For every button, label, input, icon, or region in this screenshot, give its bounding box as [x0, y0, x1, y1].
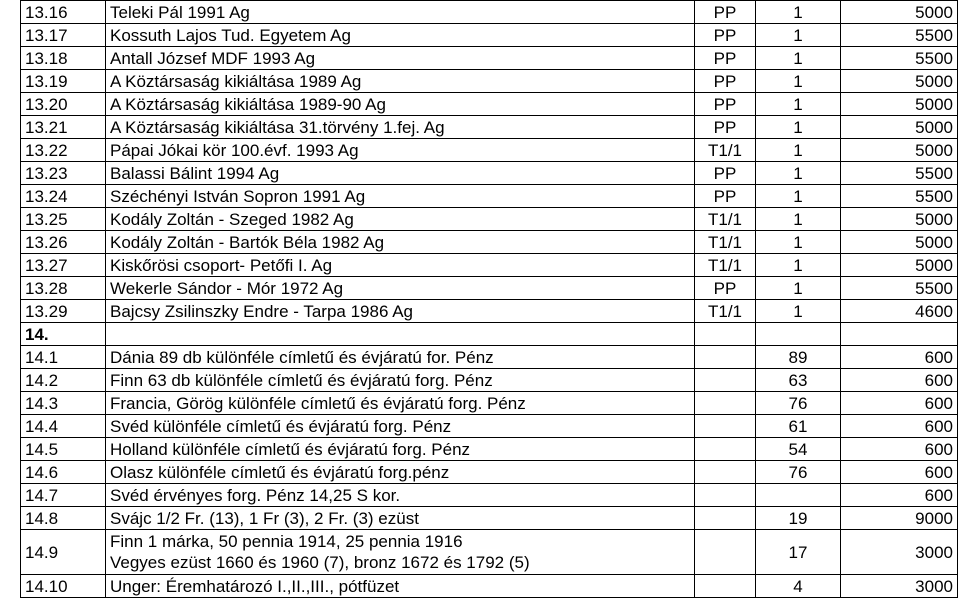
price-cell: 600 [841, 369, 958, 392]
description-cell: Dánia 89 db különféle címletű és évjáratú for. Pénz [106, 346, 695, 369]
grade-cell [695, 369, 756, 392]
quantity-cell: 76 [756, 461, 841, 484]
lot-number-cell: 13.18 [21, 47, 106, 70]
grade-cell: PP [695, 185, 756, 208]
quantity-cell: 1 [756, 300, 841, 323]
table-row [21, 93, 958, 116]
quantity-cell: 54 [756, 438, 841, 461]
table-row [21, 70, 958, 93]
quantity-cell [756, 484, 841, 507]
table-row [21, 24, 958, 47]
table-body [21, 1, 958, 598]
description-cell: Bajcsy Zsilinszky Endre - Tarpa 1986 Ag [106, 300, 695, 323]
table-row [21, 185, 958, 208]
description-cell: Kiskőrösi csoport- Petőfi I. Ag [106, 254, 695, 277]
quantity-cell: 17 [756, 530, 841, 575]
lot-number-cell: 13.19 [21, 70, 106, 93]
lot-number-cell: 13.29 [21, 300, 106, 323]
price-cell: 600 [841, 346, 958, 369]
grade-cell: PP [695, 70, 756, 93]
lot-number-cell: 13.22 [21, 139, 106, 162]
quantity-cell: 1 [756, 277, 841, 300]
description-cell [106, 530, 695, 575]
description-line: Finn 1 márka, 50 pennia 1914, 25 pennia 1916 [110, 532, 463, 551]
quantity-cell: 1 [756, 231, 841, 254]
quantity-cell: 1 [756, 185, 841, 208]
quantity-cell [756, 323, 841, 346]
table-row [21, 461, 958, 484]
price-cell: 5000 [841, 254, 958, 277]
price-cell: 5000 [841, 116, 958, 139]
price-cell: 5000 [841, 93, 958, 116]
lot-number-cell: 14.4 [21, 415, 106, 438]
quantity-cell: 1 [756, 47, 841, 70]
description-cell: Antall József MDF 1993 Ag [106, 47, 695, 70]
price-cell: 9000 [841, 507, 958, 530]
grade-cell: T1/1 [695, 208, 756, 231]
grade-cell: PP [695, 47, 756, 70]
description-cell: Svájc 1/2 Fr. (13), 1 Fr (3), 2 Fr. (3) ezüst [106, 507, 695, 530]
grade-cell: T1/1 [695, 254, 756, 277]
description-cell: Finn 63 db különféle címletű és évjáratú forg. Pénz [106, 369, 695, 392]
table-row [21, 162, 958, 185]
quantity-cell: 89 [756, 346, 841, 369]
price-cell: 5500 [841, 185, 958, 208]
lot-number-cell: 13.25 [21, 208, 106, 231]
description-cell: Kodály Zoltán - Bartók Béla 1982 Ag [106, 231, 695, 254]
table-row [21, 507, 958, 530]
description-cell: A Köztársaság kikiáltása 1989-90 Ag [106, 93, 695, 116]
price-cell: 5500 [841, 47, 958, 70]
table-row [21, 530, 958, 575]
grade-cell [695, 438, 756, 461]
table-row [21, 415, 958, 438]
lot-number-cell: 14.7 [21, 484, 106, 507]
grade-cell: PP [695, 116, 756, 139]
grade-cell [695, 461, 756, 484]
description-cell: Svéd érvényes forg. Pénz 14,25 S kor. [106, 484, 695, 507]
lot-number-cell: 14.3 [21, 392, 106, 415]
table-row [21, 254, 958, 277]
quantity-cell: 1 [756, 116, 841, 139]
grade-cell [695, 392, 756, 415]
price-cell: 3000 [841, 575, 958, 598]
quantity-cell: 1 [756, 139, 841, 162]
table-row [21, 438, 958, 461]
description-cell: Széchényi István Sopron 1991 Ag [106, 185, 695, 208]
description-cell: Kossuth Lajos Tud. Egyetem Ag [106, 24, 695, 47]
price-cell: 5000 [841, 231, 958, 254]
quantity-cell: 1 [756, 208, 841, 231]
table-row [21, 369, 958, 392]
grade-cell [695, 530, 756, 575]
quantity-cell: 61 [756, 415, 841, 438]
table-row [21, 47, 958, 70]
description-cell: Olasz különféle címletű és évjáratú forg.pénz [106, 461, 695, 484]
lot-number-cell: 14.5 [21, 438, 106, 461]
quantity-cell: 76 [756, 392, 841, 415]
price-cell: 600 [841, 415, 958, 438]
table-row [21, 392, 958, 415]
lot-number-cell: 14.6 [21, 461, 106, 484]
price-cell: 5000 [841, 70, 958, 93]
quantity-cell: 63 [756, 369, 841, 392]
quantity-cell: 1 [756, 24, 841, 47]
lot-number-cell: 13.24 [21, 185, 106, 208]
table-row [21, 277, 958, 300]
table-row [21, 139, 958, 162]
price-cell: 600 [841, 438, 958, 461]
lot-number-cell: 13.26 [21, 231, 106, 254]
description-cell: Balassi Bálint 1994 Ag [106, 162, 695, 185]
grade-cell: T1/1 [695, 231, 756, 254]
price-cell: 5500 [841, 162, 958, 185]
table-row [21, 484, 958, 507]
description-cell: Unger: Éremhatározó I.,II.,III., pótfüzet [106, 575, 695, 598]
price-cell: 600 [841, 461, 958, 484]
auction-lot-table [20, 0, 958, 598]
quantity-cell: 1 [756, 70, 841, 93]
lot-number-cell: 14.1 [21, 346, 106, 369]
description-cell [106, 323, 695, 346]
lot-number-cell: 13.16 [21, 1, 106, 24]
quantity-cell: 4 [756, 575, 841, 598]
price-cell: 5000 [841, 208, 958, 231]
grade-cell [695, 575, 756, 598]
description-cell: A Köztársaság kikiáltása 1989 Ag [106, 70, 695, 93]
lot-number-cell: 14.2 [21, 369, 106, 392]
grade-cell: T1/1 [695, 300, 756, 323]
price-cell: 600 [841, 392, 958, 415]
description-cell: Kodály Zoltán - Szeged 1982 Ag [106, 208, 695, 231]
table-row [21, 323, 958, 346]
price-cell: 600 [841, 484, 958, 507]
price-cell [841, 323, 958, 346]
quantity-cell: 19 [756, 507, 841, 530]
lot-number-cell: 13.28 [21, 277, 106, 300]
lot-number-cell: 14.10 [21, 575, 106, 598]
lot-number-cell: 14.9 [21, 530, 106, 575]
grade-cell [695, 484, 756, 507]
table-row [21, 231, 958, 254]
description-cell: Wekerle Sándor - Mór 1972 Ag [106, 277, 695, 300]
quantity-cell: 1 [756, 162, 841, 185]
description-cell: Holland különféle címletű és évjáratú forg. Pénz [106, 438, 695, 461]
description-line: Vegyes ezüst 1660 és 1960 (7), bronz 1672 és 1792 (5) [110, 553, 530, 572]
table-row [21, 575, 958, 598]
price-cell: 5500 [841, 24, 958, 47]
grade-cell: PP [695, 162, 756, 185]
lot-number-cell: 14.8 [21, 507, 106, 530]
lot-number-cell: 13.20 [21, 93, 106, 116]
grade-cell [695, 346, 756, 369]
table-row [21, 208, 958, 231]
price-cell: 5500 [841, 277, 958, 300]
grade-cell [695, 507, 756, 530]
lot-number-cell: 13.23 [21, 162, 106, 185]
grade-cell [695, 323, 756, 346]
table-row [21, 116, 958, 139]
description-cell: Francia, Görög különféle címletű és évjáratú forg. Pénz [106, 392, 695, 415]
lot-number-cell: 14. [21, 323, 106, 346]
grade-cell [695, 415, 756, 438]
quantity-cell: 1 [756, 93, 841, 116]
quantity-cell: 1 [756, 254, 841, 277]
grade-cell: PP [695, 93, 756, 116]
price-cell: 5000 [841, 139, 958, 162]
description-cell: A Köztársaság kikiáltása 31.törvény 1.fej. Ag [106, 116, 695, 139]
lot-number-cell: 13.17 [21, 24, 106, 47]
table-row [21, 300, 958, 323]
grade-cell: PP [695, 24, 756, 47]
description-cell: Svéd különféle címletű és évjáratú forg. Pénz [106, 415, 695, 438]
lot-number-cell: 13.21 [21, 116, 106, 139]
price-cell: 3000 [841, 530, 958, 575]
quantity-cell: 1 [756, 1, 841, 24]
grade-cell: PP [695, 1, 756, 24]
table-row [21, 1, 958, 24]
lot-number-cell: 13.27 [21, 254, 106, 277]
price-cell: 4600 [841, 300, 958, 323]
description-cell: Pápai Jókai kör 100.évf. 1993 Ag [106, 139, 695, 162]
table-row [21, 346, 958, 369]
description-cell: Teleki Pál 1991 Ag [106, 1, 695, 24]
grade-cell: T1/1 [695, 139, 756, 162]
price-cell: 5000 [841, 1, 958, 24]
grade-cell: PP [695, 277, 756, 300]
